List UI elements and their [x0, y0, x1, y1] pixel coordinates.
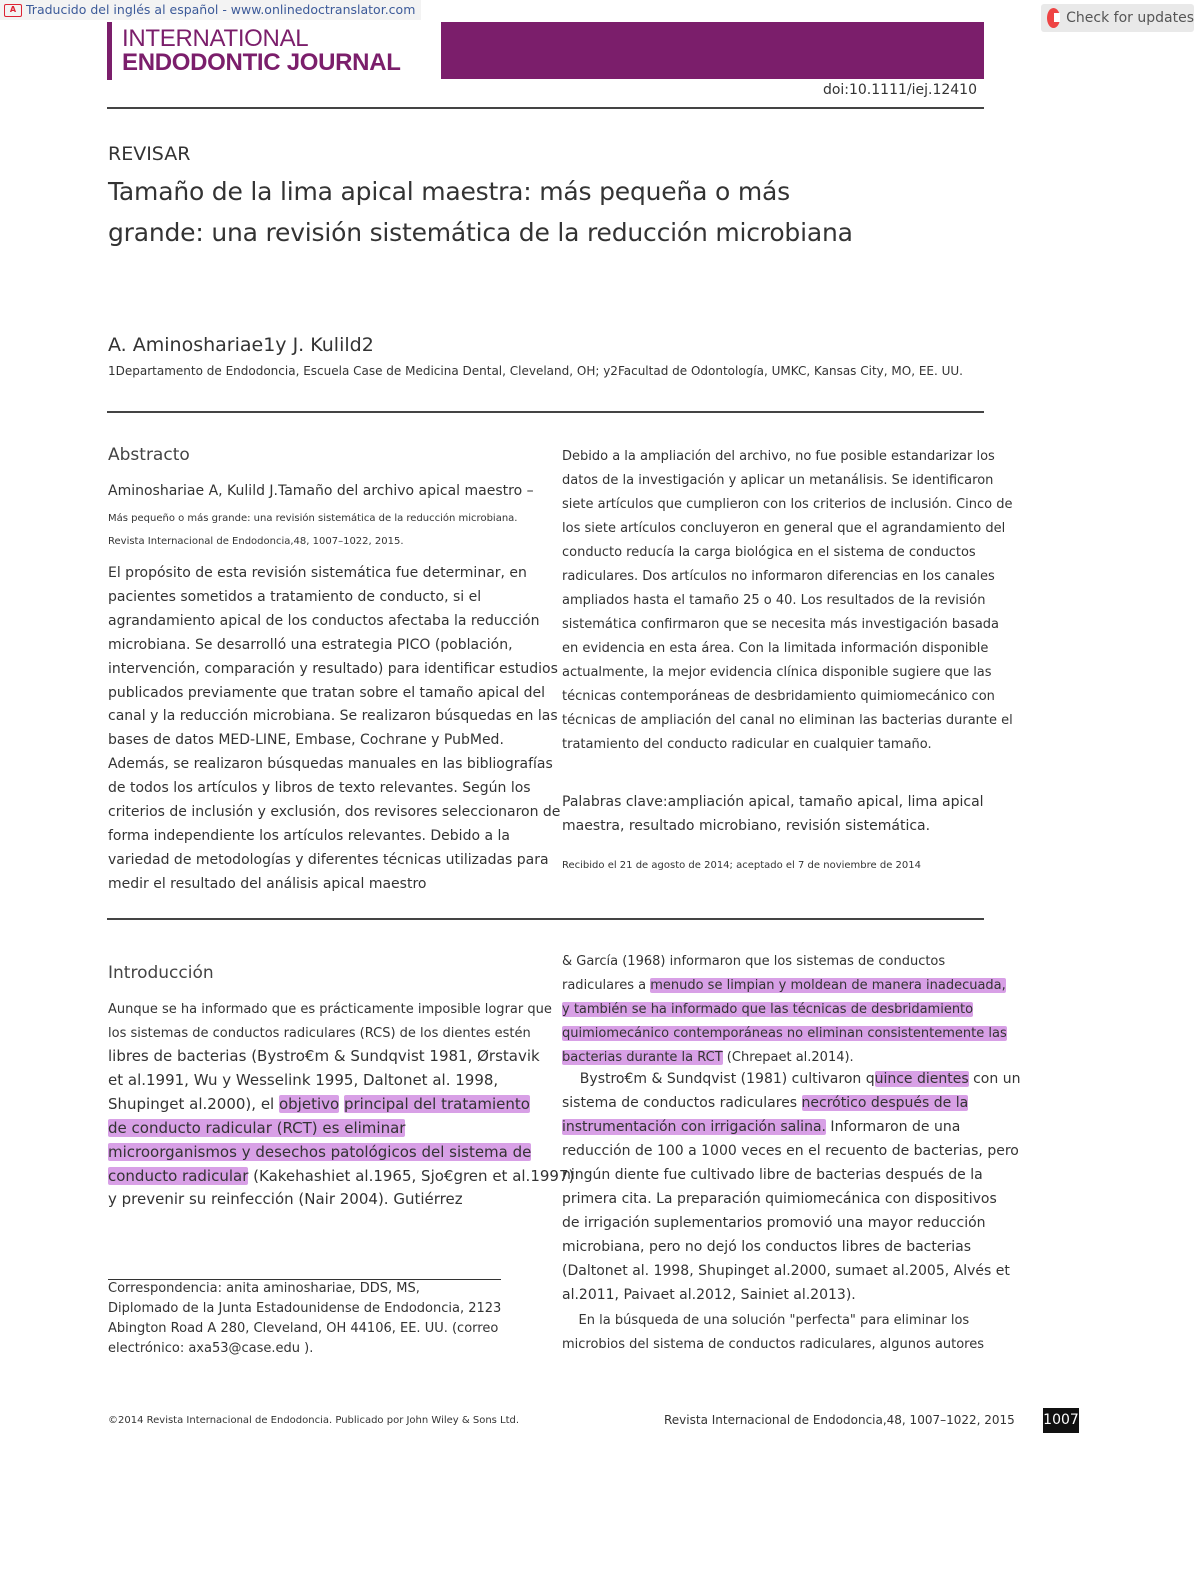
text-line: [108, 1002, 552, 1017]
text-line: [108, 1167, 574, 1185]
received-dates: Recibido el 21 de agosto de 2014; aceptado el 7 de noviembre de 2014: [562, 860, 921, 871]
abstract-citation-line: Aminoshariae A, Kulild J.Tamaño del archivo apical maestro –: [108, 483, 534, 499]
text-line: Además, se realizaron búsquedas manuales en las bibliografías: [108, 756, 553, 773]
journal-name-line1: INTERNATIONAL: [122, 25, 309, 52]
text-line: tratamiento del conducto radicular en cualquier tamaño.: [562, 737, 932, 752]
text-segment: y prevenir su reinfección (Nair 2004). Gutiérrez: [108, 1190, 463, 1208]
text-line: criterios de inclusión y exclusión, dos revisores seleccionaron de: [108, 804, 561, 820]
highlighted-text[interactable]: y también se ha informado que las técnicas de desbridamiento: [562, 1002, 974, 1017]
text-line: ampliados hasta el tamaño 25 o 40. Los resultados de la revisión: [562, 593, 986, 608]
translator-link[interactable]: Traducido del inglés al español - www.onlinedoctranslator.com: [26, 2, 416, 17]
keywords-line: maestra, resultado microbiano, revisión sistemática.: [562, 818, 931, 834]
text-line: [562, 1313, 969, 1328]
text-line: forma independiente los artículos relevantes. Debido a la: [108, 827, 510, 844]
text-line: [562, 1095, 968, 1111]
text-line: siete artículos que cumplieron con los criterios de inclusión. Cinco de: [562, 497, 1013, 512]
abstract-citation-line: Más pequeño o más grande: una revisión sistemática de la reducción microbiana.: [108, 513, 518, 524]
text-segment: ningún diente fue cultivado libre de bacterias después de la: [562, 1167, 983, 1183]
text-line: [562, 1050, 854, 1065]
journal-name-line2: ENDODONTIC JOURNAL: [122, 49, 401, 76]
text-segment: En la búsqueda de una solución "perfecta" para eliminar los: [562, 1313, 970, 1328]
text-line: [562, 1119, 960, 1135]
text-line: [108, 1047, 540, 1065]
footnote-rule: [108, 1279, 501, 1280]
header-color-band: [441, 22, 984, 79]
keywords-line: Palabras clave:ampliación apical, tamaño apical, lima apical: [562, 794, 984, 810]
text-line: de todos los artículos y libros de texto relevantes. Según los: [108, 780, 531, 797]
abstract-citation-line: Revista Internacional de Endodoncia,48, 1007–1022, 2015.: [108, 536, 404, 547]
text-line: [108, 1026, 531, 1041]
check-updates-label: Check for updates: [1066, 10, 1194, 26]
affiliations: 1Departamento de Endodoncia, Escuela Case de Medicina Dental, Cleveland, OH; y2Facultad de Odontología, UMKC, Kansas City, MO, EE. UU.: [108, 364, 963, 378]
highlighted-text[interactable]: menudo se limpian y moldean de manera inadecuada,: [650, 978, 1006, 993]
text-segment: reducción de 100 a 1000 veces en el recuento de bacterias, pero: [562, 1143, 1019, 1159]
text-segment: et al.1991, Wu y Wesselink 1995, Daltonet al. 1998,: [108, 1071, 499, 1089]
text-line: actualmente, la mejor evidencia clínica disponible sugiere que las: [562, 665, 992, 680]
text-segment: & García (1968) informaron que los sistemas de conductos: [562, 954, 946, 969]
text-line: [108, 1095, 530, 1113]
text-line: microbiana. Se desarrolló una estrategia PICO (población,: [108, 636, 513, 653]
text-line: [562, 1215, 986, 1231]
text-line: [562, 1143, 1019, 1159]
text-segment: con un: [968, 1071, 1021, 1087]
abstract-heading: Abstracto: [108, 445, 190, 465]
article-title-line: grande: una revisión sistemática de la reducción microbiana: [108, 218, 853, 247]
text-line: [108, 1190, 463, 1208]
journal-reference: Revista Internacional de Endodoncia,48, 1007–1022, 2015: [664, 1413, 1015, 1427]
translate-icon: A: [4, 4, 22, 17]
text-segment: de irrigación suplementarios promovió una mayor reducción: [562, 1215, 986, 1231]
text-line: los siete artículos concluyeron en general que el agrandamiento del: [562, 521, 1006, 536]
text-line: [562, 1287, 856, 1303]
highlighted-text[interactable]: instrumentación con irrigación salina.: [562, 1119, 826, 1135]
text-line: [108, 1071, 498, 1089]
text-line: [562, 1263, 1010, 1279]
text-line: Debido a la ampliación del archivo, no fue posible estandarizar los: [562, 449, 995, 464]
highlighted-text[interactable]: conducto radicular: [108, 1167, 249, 1185]
correspondence-line: electrónico: axa53@case.edu ).: [108, 1341, 314, 1356]
text-line: bases de datos MED-LINE, Embase, Cochrane y PubMed.: [108, 732, 504, 749]
check-updates-button[interactable]: [1041, 4, 1194, 32]
page-number: 1007: [1043, 1408, 1079, 1433]
divider: [107, 918, 984, 920]
text-line: [562, 1071, 1020, 1087]
text-line: [562, 1239, 971, 1255]
text-segment: libres de bacterias (Bystro€m & Sundqvist 1981, Ørstavik: [108, 1047, 540, 1065]
bookmark-icon: [1047, 8, 1060, 28]
article-title-line: Tamaño de la lima apical maestra: más pequeña o más: [108, 177, 790, 206]
highlighted-text[interactable]: necrótico después de la: [801, 1095, 969, 1111]
text-segment: Shupinget al.2000), el: [108, 1095, 279, 1113]
text-segment: sistema de conductos radiculares: [562, 1095, 802, 1111]
text-line: técnicas de ampliación del canal no eliminan las bacterias durante el: [562, 713, 1013, 728]
text-line: [562, 1337, 984, 1352]
text-line: canal y la reducción microbiana. Se realizaron búsquedas en las: [108, 708, 558, 725]
text-line: medir el resultado del análisis apical maestro: [108, 875, 427, 892]
text-segment: al.2011, Paivaet al.2012, Sainiet al.2013).: [562, 1287, 856, 1303]
journal-logo-bar: [107, 22, 112, 80]
highlighted-text[interactable]: objetivo: [278, 1095, 340, 1113]
text-segment: microbiana, pero no dejó los conductos libres de bacterias: [562, 1239, 972, 1255]
translator-banner[interactable]: [0, 0, 421, 20]
text-line: agrandamiento apical de los conductos afectaba la reducción: [108, 612, 540, 629]
text-segment: radiculares a: [562, 978, 651, 993]
authors: A. Aminoshariae1y J. Kulild2: [108, 334, 374, 356]
text-line: [562, 1002, 973, 1017]
doi[interactable]: doi:10.1111/iej.12410: [822, 82, 977, 98]
text-line: [108, 1119, 405, 1137]
highlighted-text[interactable]: de conducto radicular (RCT) es eliminar: [108, 1119, 406, 1137]
text-line: [562, 954, 945, 969]
highlighted-text[interactable]: bacterias durante la RCT: [562, 1050, 723, 1065]
text-line: datos de la investigación y aplicar un metanálisis. Se identificaron: [562, 473, 994, 488]
highlighted-text[interactable]: uince dientes: [874, 1071, 969, 1087]
text-segment: los sistemas de conductos radiculares (RCS) de los dientes estén: [108, 1026, 531, 1041]
text-segment: (Daltonet al. 1998, Shupinget al.2000, sumaet al.2005, Alvés et: [562, 1263, 1010, 1279]
text-segment: (Kakehashiet al.1965, Sjo€gren et al.1997): [248, 1167, 575, 1185]
text-line: [562, 978, 1006, 993]
article-type: REVISAR: [108, 143, 191, 165]
text-line: [562, 1026, 1007, 1041]
highlighted-text[interactable]: quimiomecánico contemporáneas no eliminan consistentemente las: [562, 1026, 1007, 1041]
copyright: ©2014 Revista Internacional de Endodoncia. Publicado por John Wiley & Sons Ltd.: [108, 1415, 520, 1426]
text-line: sistemática confirmaron que se necesita más investigación basada: [562, 617, 1000, 632]
highlighted-text[interactable]: microorganismos y desechos patológicos del sistema de: [108, 1143, 532, 1161]
correspondence-line: Abington Road A 280, Cleveland, OH 44106, EE. UU. (correo: [108, 1321, 499, 1336]
highlighted-text[interactable]: principal del tratamiento: [343, 1095, 530, 1113]
text-segment: Bystro€m & Sundqvist (1981) cultivaron q: [562, 1071, 875, 1087]
text-line: [108, 1143, 531, 1161]
text-segment: microbios del sistema de conductos radiculares, algunos autores: [562, 1337, 984, 1352]
text-line: intervención, comparación y resultado) para identificar estudios: [108, 660, 558, 677]
text-segment: (Chrepaet al.2014).: [722, 1050, 854, 1065]
text-line: [562, 1191, 997, 1207]
divider: [107, 411, 984, 413]
text-line: en evidencia en esta área. Con la limitada información disponible: [562, 641, 989, 656]
text-segment: Informaron de una: [825, 1119, 961, 1135]
divider: [107, 107, 984, 109]
text-segment: primera cita. La preparación quimiomecánica con dispositivos: [562, 1191, 997, 1207]
text-line: El propósito de esta revisión sistemática fue determinar, en: [108, 565, 527, 581]
text-line: técnicas contemporáneas de desbridamiento quimiomecánico con: [562, 689, 995, 704]
correspondence-line: Correspondencia: anita aminoshariae, DDS, MS,: [108, 1281, 420, 1296]
introduction-heading: Introducción: [108, 963, 214, 983]
text-line: pacientes sometidos a tratamiento de conducto, si el: [108, 588, 482, 605]
text-line: variedad de metodologías y diferentes técnicas utilizadas para: [108, 851, 549, 868]
text-line: publicados previamente que tratan sobre el tamaño apical del: [108, 684, 546, 701]
correspondence-line: Diplomado de la Junta Estadounidense de Endodoncia, 2123: [108, 1301, 502, 1316]
text-line: conducto reducía la carga biológica en el sistema de conductos: [562, 545, 976, 560]
text-line: radiculares. Dos artículos no informaron diferencias en los canales: [562, 569, 995, 584]
text-segment: Aunque se ha informado que es prácticamente imposible lograr que: [108, 1002, 552, 1017]
text-line: [562, 1167, 983, 1183]
